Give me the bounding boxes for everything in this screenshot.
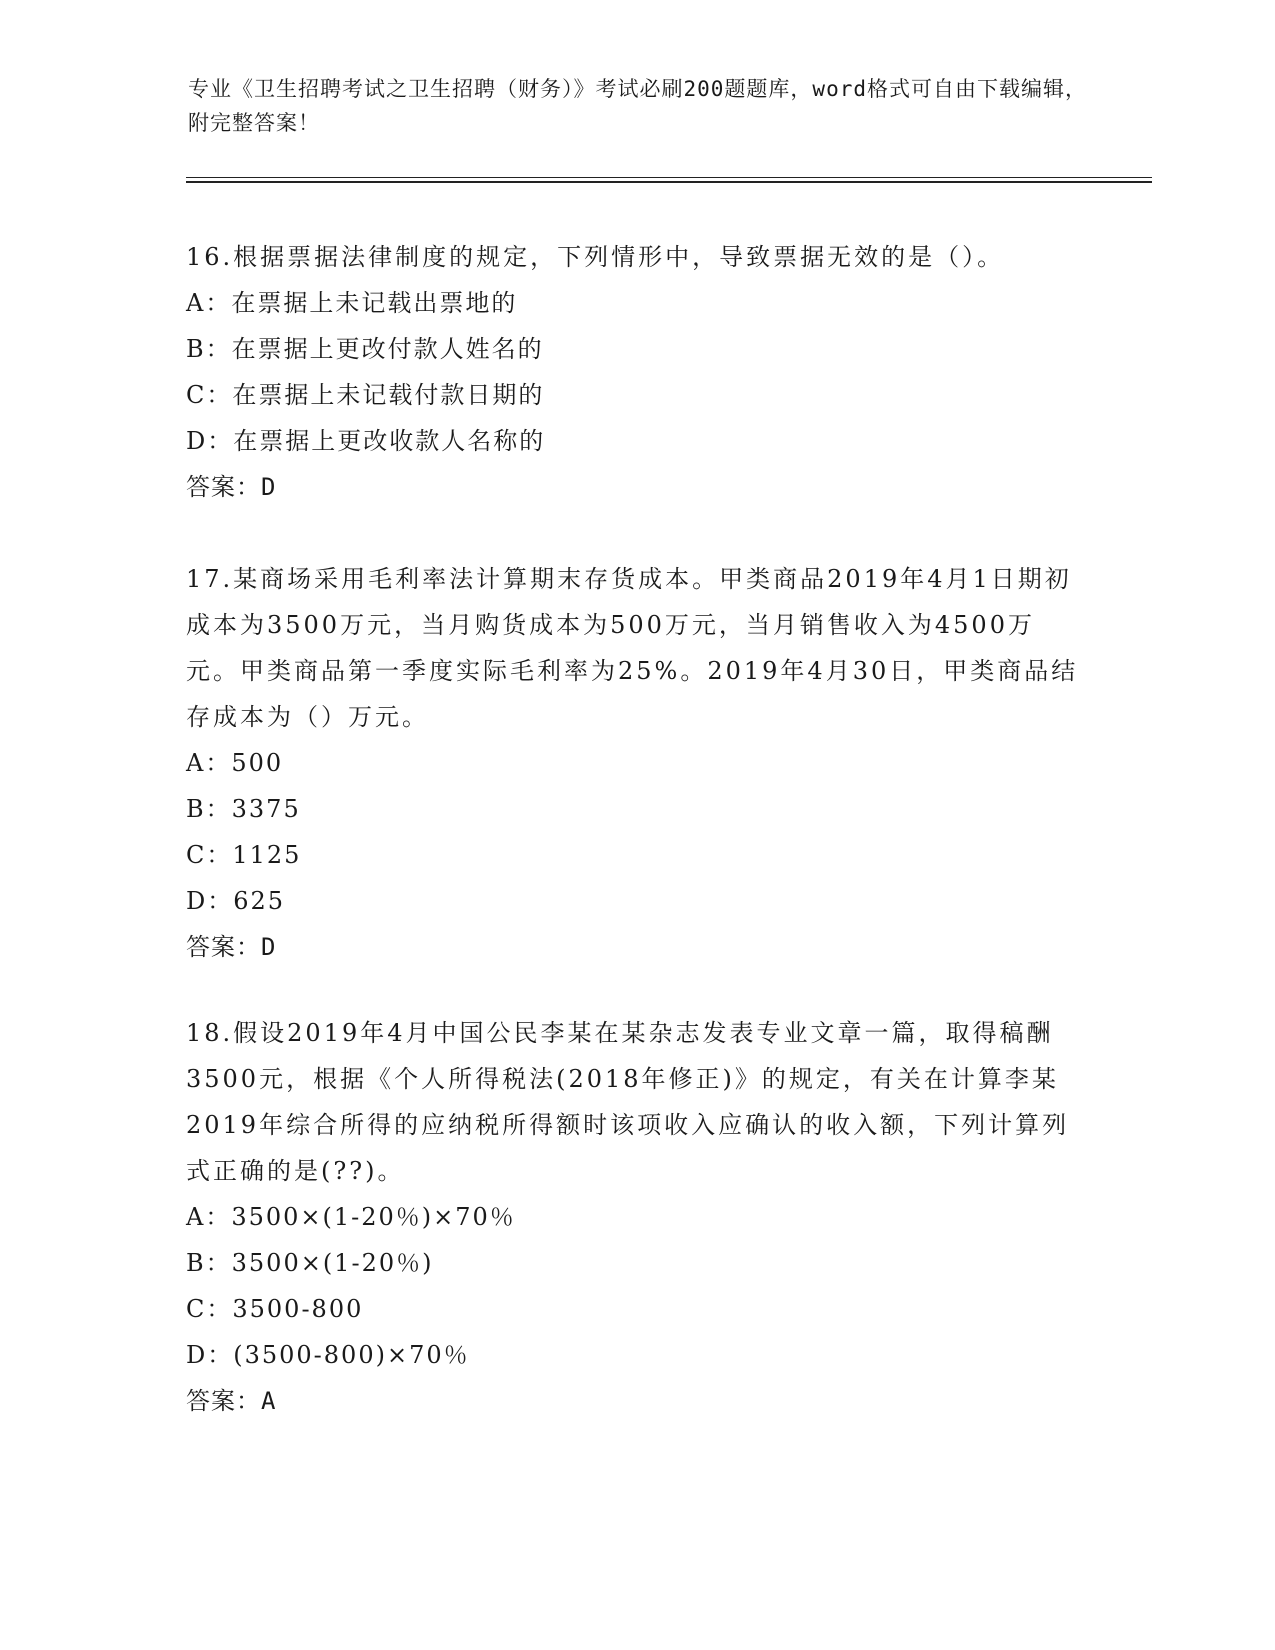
question-stem: 17.某商场采用毛利率法计算期末存货成本。甲类商品2019年4月1日期初成本为3500万元，当月购货成本为500万元，当月销售收入为4500万元。甲类商品第一季度实际毛利率为25%。2019年4月30日，甲类商品结存成本为（）万元。	[186, 565, 1079, 731]
option-a: A：500	[186, 749, 284, 777]
option-d: D：(3500-800)×70％	[186, 1341, 470, 1369]
option-d: D：在票据上更改收款人名称的	[186, 427, 546, 455]
option-b: B：3375	[186, 795, 301, 823]
divider-line-thick	[186, 181, 1152, 183]
option-c: C：在票据上未记载付款日期的	[186, 381, 545, 409]
option-b: B：在票据上更改付款人姓名的	[186, 335, 544, 363]
question-17	[186, 556, 1086, 970]
answer-line: 答案：A	[186, 1387, 277, 1415]
question-18	[186, 1010, 1086, 1424]
option-c: C：3500-800	[186, 1295, 364, 1323]
question-stem: 16.根据票据法律制度的规定，下列情形中，导致票据无效的是（）。	[186, 243, 1005, 271]
question-stem: 18.假设2019年4月中国公民李某在某杂志发表专业文章一篇，取得稿酬3500元，根据《个人所得税法(2018年修正)》的规定，有关在计算李某2019年综合所得的应纳税所得额时该项收入应确认的收入额，下列计算列式正确的是(??)。	[186, 1019, 1070, 1185]
question-16	[186, 234, 1086, 510]
document-intro: 专业《卫生招聘考试之卫生招聘（财务）》考试必刷200题题库，word格式可自由下载编辑，附完整答案！	[188, 77, 1087, 135]
option-c: C：1125	[186, 841, 302, 869]
option-b: B：3500×(1-20％)	[186, 1249, 434, 1277]
answer-line: 答案：D	[186, 473, 277, 501]
answer-line: 答案：D	[186, 933, 277, 961]
option-a: A：3500×(1-20％)×70％	[186, 1203, 516, 1231]
divider-line-thin	[186, 177, 1152, 178]
option-a: A：在票据上未记载出票地的	[186, 289, 518, 317]
option-d: D：625	[186, 887, 286, 915]
